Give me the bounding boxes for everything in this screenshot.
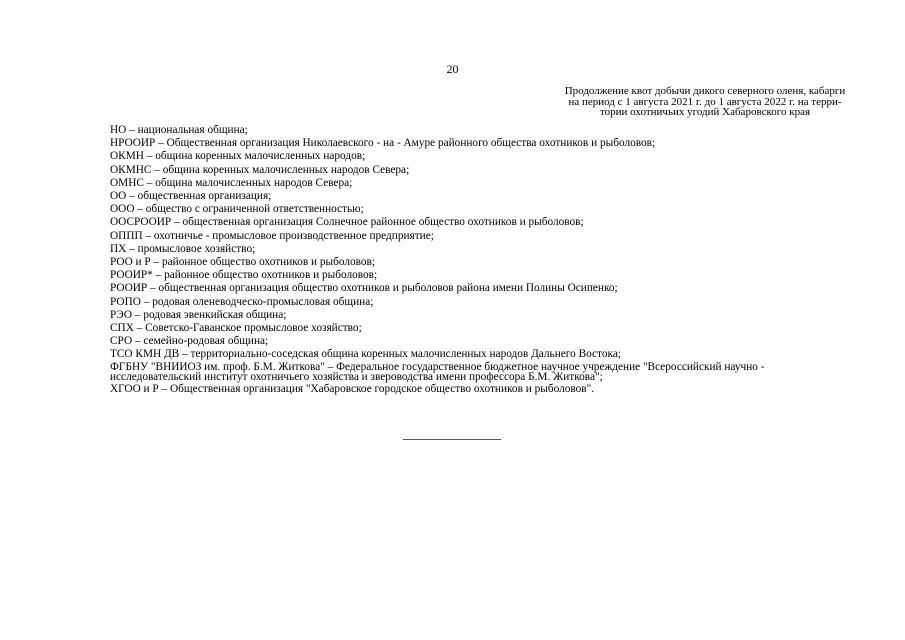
continuation-header [520, 86, 890, 118]
abbreviation-item: РОО и Р – районное общество охотников и рыболовов; [110, 256, 376, 269]
abbreviation-item: НРООИР – Общественная организация Николаевского - на - Амуре районного общества охотников и рыболовов; [110, 137, 656, 150]
abbreviation-item: РЭО – родовая эвенкийская община; [110, 308, 287, 321]
abbreviation-item: СПХ – Советско-Гаванское промысловое хозяйство; [110, 322, 362, 335]
footnote-separator [403, 439, 501, 440]
abbreviation-item: РОПО – родовая оленеводческо-промысловая община; [110, 295, 374, 308]
abbreviation-item: ООСРООИР – общественная организация Солнечное районное общество охотников и рыболовов; [110, 216, 584, 229]
abbreviation-item: ОКМНС – община коренных малочисленных народов Севера; [110, 163, 410, 176]
abbreviation-item: ОО – общественная организация; [110, 190, 272, 203]
header-line: на период с 1 августа 2021 г. до 1 августа 2022 г. на терри- [568, 95, 842, 108]
header-line: Продолжение квот добычи дикого северного оленя, кабарги [564, 85, 846, 97]
abbreviation-item: ПХ – промысловое хозяйство; [110, 242, 256, 255]
abbreviation-item: ТСО КМН ДВ – территориально-соседская община коренных малочисленных народов Дальнего Востока; [110, 348, 621, 361]
abbreviation-item: СРО – семейно-родовая община; [110, 335, 269, 348]
abbreviation-item: ХГОО и Р – Общественная организация "Хабаровское городское общество охотников и рыболовов". [110, 382, 595, 395]
fgbnu-line: исследовательский институт охотничьего хозяйства и звероводства имени профессора Б.М. Житкова"; [110, 371, 603, 384]
abbreviation-item: НО – национальная община; [110, 124, 248, 136]
abbreviation-item: ООО – общество с ограниченной ответственностью; [110, 203, 364, 216]
abbreviation-list [110, 124, 870, 396]
fgbnu-line: ФГБНУ "ВНИИОЗ им. проф. Б.М. Житкова" – Федеральное государственное бюджетное научное учреждение "Всероссийский научно - [110, 360, 765, 373]
abbreviation-item: РООИР – общественная организация общество охотников и рыболовов района имени Полины Осипенко; [110, 282, 618, 295]
abbreviation-item: ОМНС – община малочисленных народов Севера; [110, 176, 353, 189]
abbreviation-item: ОППП – охотничье - промысловое производственное предприятие; [110, 229, 434, 242]
abbreviation-item-fgbnu [110, 362, 870, 383]
page-number: 20 [446, 62, 459, 76]
abbreviation-item: ОКМН – община коренных малочисленных народов; [110, 150, 366, 163]
header-line: тории охотничьих угодий Хабаровского края [599, 106, 811, 118]
abbreviation-item: РООИР* – районное общество охотников и рыболовов; [110, 269, 378, 282]
